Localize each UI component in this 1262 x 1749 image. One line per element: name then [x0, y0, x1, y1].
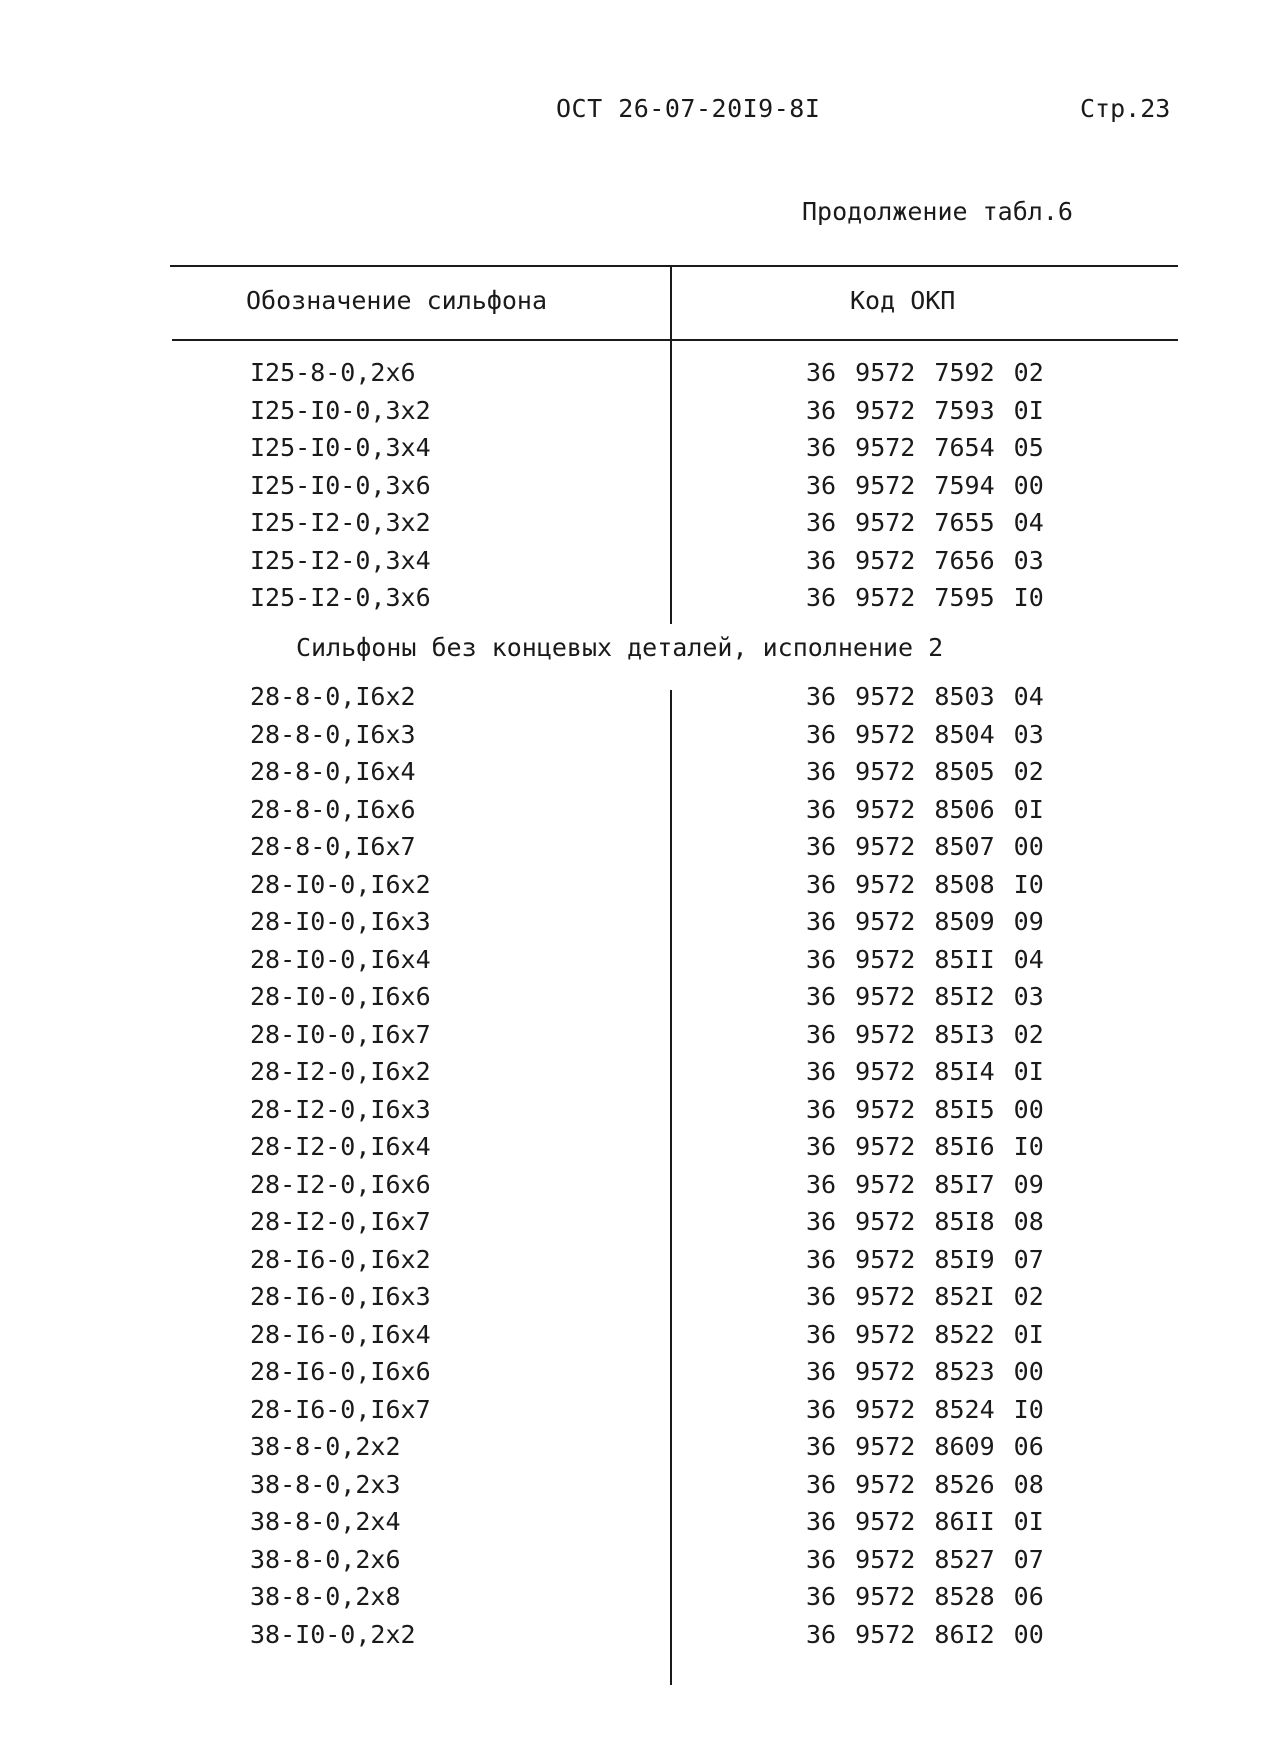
page-number: Стр.23 — [1080, 94, 1171, 123]
bellows-designation: 28-I2-0,I6x2 — [250, 1057, 431, 1086]
bellows-designation: 28-8-0,I6x3 — [250, 719, 416, 749]
okp-code: 36 9572 86I2 00 — [806, 1619, 1044, 1649]
document-code: ОСТ 26-07-20I9-8I — [556, 94, 821, 123]
table-row — [0, 1020, 1262, 1058]
bellows-designation: 28-8-0,I6x2 — [250, 682, 416, 711]
table-row — [0, 832, 1262, 870]
bellows-designation: 38-8-0,2x4 — [250, 1507, 401, 1536]
okp-code: 36 9572 85I5 00 — [806, 1094, 1044, 1124]
table-row — [0, 1545, 1262, 1583]
table-row — [0, 907, 1262, 945]
table-row — [0, 1095, 1262, 1133]
okp-code: 36 9572 8506 0I — [806, 794, 1044, 824]
table-row — [0, 358, 1262, 396]
okp-code: 36 9572 7593 0I — [806, 395, 1044, 425]
okp-code: 36 9572 8523 00 — [806, 1357, 1044, 1386]
bellows-designation: 38-I0-0,2x2 — [250, 1619, 416, 1649]
bellows-designation: 28-I0-0,I6x6 — [250, 982, 431, 1011]
table-continuation-caption: Продолжение табл.6 — [802, 197, 1073, 226]
table-row — [0, 1470, 1262, 1508]
table-row — [0, 945, 1262, 983]
bellows-designation: 28-I2-0,I6x7 — [250, 1207, 431, 1236]
okp-code: 36 9572 7656 03 — [806, 545, 1044, 575]
bellows-designation: I25-8-0,2x6 — [250, 358, 416, 387]
bellows-designation: 28-I6-0,I6x3 — [250, 1282, 431, 1311]
bellows-designation: 28-I6-0,I6x2 — [250, 1244, 431, 1274]
bellows-designation: I25-I0-0,3x4 — [250, 433, 431, 462]
bellows-designation: 28-8-0,I6x4 — [250, 757, 416, 786]
bellows-designation: 28-I2-0,I6x6 — [250, 1169, 431, 1199]
bellows-designation: I25-I0-0,3x2 — [250, 395, 431, 425]
okp-code: 36 9572 7592 02 — [806, 358, 1044, 387]
bellows-designation: 28-I0-0,I6x2 — [250, 869, 431, 899]
table-row — [0, 433, 1262, 471]
section-title: Сильфоны без концевых деталей, исполнение 2 — [296, 633, 944, 662]
bellows-designation: 28-I0-0,I6x4 — [250, 944, 431, 974]
bellows-designation: 28-I6-0,I6x7 — [250, 1394, 431, 1424]
okp-code: 36 9572 8527 07 — [806, 1544, 1044, 1574]
okp-code: 36 9572 85I9 07 — [806, 1244, 1044, 1274]
okp-code: 36 9572 8522 0I — [806, 1319, 1044, 1349]
bellows-designation: 28-I0-0,I6x3 — [250, 907, 431, 936]
bellows-designation: I25-I0-0,3x6 — [250, 470, 431, 500]
bellows-designation: 38-8-0,2x2 — [250, 1432, 401, 1461]
table-row — [0, 1507, 1262, 1545]
okp-code: 36 9572 7595 I0 — [806, 583, 1044, 612]
okp-code: 36 9572 8526 08 — [806, 1469, 1044, 1499]
bellows-designation: 38-8-0,2x6 — [250, 1544, 401, 1574]
okp-code: 36 9572 85I8 08 — [806, 1207, 1044, 1236]
bellows-designation: I25-I2-0,3x2 — [250, 508, 431, 537]
table-row — [0, 720, 1262, 758]
bellows-designation: 28-I2-0,I6x4 — [250, 1132, 431, 1161]
table-row — [0, 546, 1262, 584]
okp-code: 36 9572 85I4 0I — [806, 1057, 1044, 1086]
table-row — [0, 583, 1262, 621]
okp-code: 36 9572 8507 00 — [806, 832, 1044, 861]
table-row — [0, 1395, 1262, 1433]
table-row — [0, 396, 1262, 434]
table-row — [0, 682, 1262, 720]
column-header-designation: Обозначение сильфона — [246, 286, 548, 315]
table-row — [0, 1582, 1262, 1620]
table-row — [0, 795, 1262, 833]
table-row — [0, 1057, 1262, 1095]
okp-code: 36 9572 7655 04 — [806, 508, 1044, 537]
okp-code: 36 9572 86II 0I — [806, 1507, 1044, 1536]
okp-code: 36 9572 8508 I0 — [806, 869, 1044, 899]
table-row — [0, 471, 1262, 509]
bellows-designation: 28-I2-0,I6x3 — [250, 1094, 431, 1124]
table-header-rule — [172, 339, 1178, 341]
table-row — [0, 1357, 1262, 1395]
table-row — [0, 757, 1262, 795]
okp-code: 36 9572 8524 I0 — [806, 1394, 1044, 1424]
table-top-rule — [170, 265, 1178, 267]
table-row — [0, 1432, 1262, 1470]
table-row — [0, 870, 1262, 908]
table-row — [0, 1620, 1262, 1658]
okp-code: 36 9572 7654 05 — [806, 433, 1044, 462]
bellows-designation: I25-I2-0,3x4 — [250, 545, 431, 575]
okp-code: 36 9572 8504 03 — [806, 719, 1044, 749]
bellows-designation: 28-8-0,I6x7 — [250, 832, 416, 861]
bellows-designation: 28-I0-0,I6x7 — [250, 1019, 431, 1049]
okp-code: 36 9572 85I2 03 — [806, 982, 1044, 1011]
table-row — [0, 1245, 1262, 1283]
okp-code: 36 9572 8528 06 — [806, 1582, 1044, 1611]
okp-code: 36 9572 8509 09 — [806, 907, 1044, 936]
okp-code: 36 9572 8503 04 — [806, 682, 1044, 711]
bellows-designation: I25-I2-0,3x6 — [250, 583, 431, 612]
table-row — [0, 508, 1262, 546]
table-row — [0, 1132, 1262, 1170]
okp-code: 36 9572 85I7 09 — [806, 1169, 1044, 1199]
table-row — [0, 1320, 1262, 1358]
table-row — [0, 1282, 1262, 1320]
okp-code: 36 9572 85I6 I0 — [806, 1132, 1044, 1161]
bellows-designation: 38-8-0,2x8 — [250, 1582, 401, 1611]
bellows-designation: 38-8-0,2x3 — [250, 1469, 401, 1499]
table-row — [0, 1170, 1262, 1208]
column-header-okp-code: Код ОКП — [850, 286, 956, 315]
okp-code: 36 9572 852I 02 — [806, 1282, 1044, 1311]
bellows-designation: 28-I6-0,I6x6 — [250, 1357, 431, 1386]
okp-code: 36 9572 7594 00 — [806, 470, 1044, 500]
okp-code: 36 9572 8609 06 — [806, 1432, 1044, 1461]
okp-code: 36 9572 85II 04 — [806, 944, 1044, 974]
bellows-designation: 28-I6-0,I6x4 — [250, 1319, 431, 1349]
table-row — [0, 1207, 1262, 1245]
okp-code: 36 9572 85I3 02 — [806, 1019, 1044, 1049]
okp-code: 36 9572 8505 02 — [806, 757, 1044, 786]
bellows-designation: 28-8-0,I6x6 — [250, 794, 416, 824]
table-group-1 — [0, 358, 1262, 621]
table-group-2 — [0, 682, 1262, 1657]
table-row — [0, 982, 1262, 1020]
